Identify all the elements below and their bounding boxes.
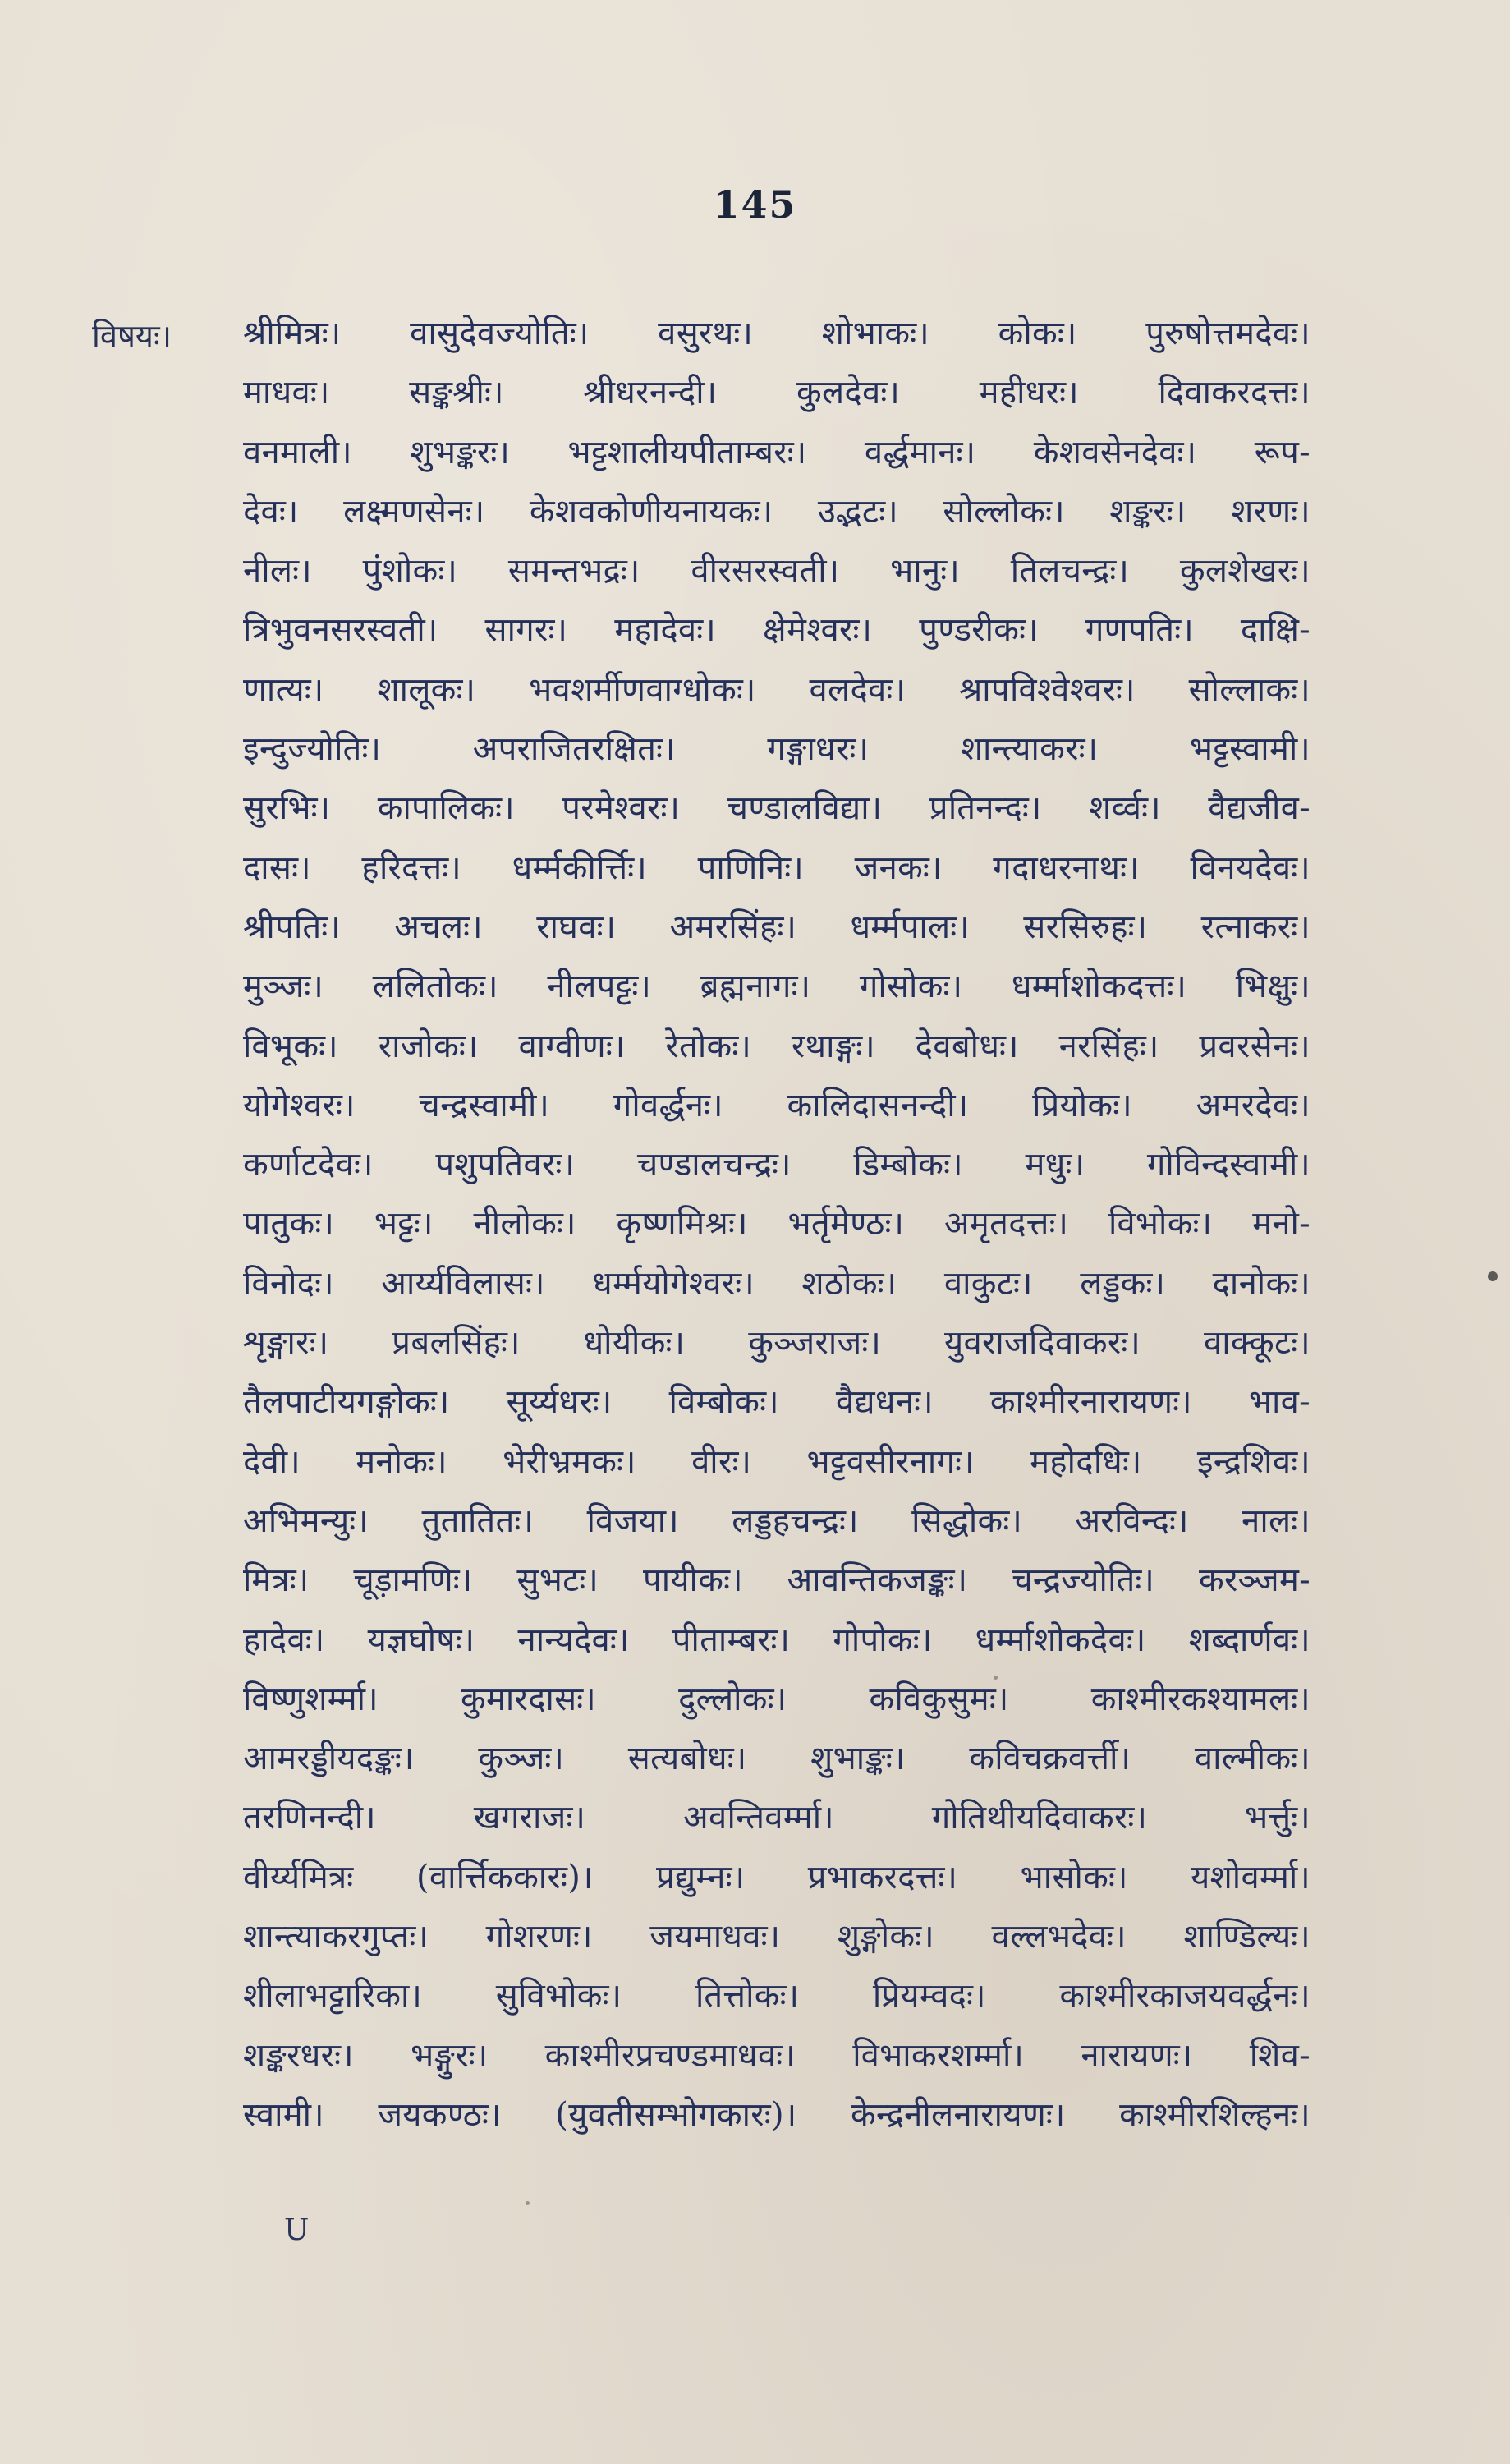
text-line: श्रीपतिः। अचलः। राघवः। अमरसिंहः। धर्म्मपालः। सरसिरुहः। रत्नाकरः। — [243, 908, 1310, 946]
text-line: शान्त्याकरगुप्तः। गोशरणः। जयमाधवः। शुङ्गोकः। वल्लभदेवः। शाण्डिल्यः। — [243, 1918, 1310, 1956]
text-line: शङ्करधरः। भङ्गुरः। काश्मीरप्रचण्डमाधवः। विभाकरशर्म्मा। नारायणः। शिव- — [243, 2036, 1310, 2075]
text-line: वीर्य्यमित्रः (वार्त्तिककारः)। प्रद्युम्नः। प्रभाकरदत्तः। भासोकः। यशोवर्म्मा। — [243, 1858, 1310, 1896]
page-number: 145 — [713, 182, 797, 227]
text-line: योगेश्वरः। चन्द्रस्वामी। गोवर्द्धनः। कालिदासनन्दी। प्रियोकः। अमरदेवः। — [243, 1086, 1310, 1124]
text-line: श्रीमित्रः। वासुदेवज्योतिः। वसुरथः। शोभाकः। कोकः। पुरुषोत्तमदेवः। — [243, 315, 1310, 352]
text-line: तैलपाटीयगङ्गोकः। सूर्य्यधरः। विम्बोकः। वैद्यधनः। काश्मीरनारायणः। भाव- — [243, 1383, 1310, 1422]
text-line: त्रिभुवनसरस्वती। सागरः। महादेवः। क्षेमेश्वरः। पुण्डरीकः। गणपतिः। दाक्षि- — [243, 611, 1310, 650]
paper-speck — [994, 1676, 998, 1680]
text-line: नीलः। पुंशोकः। समन्तभद्रः। वीरसरस्वती। भानुः। तिलचन्द्रः। कुलशेखरः। — [243, 552, 1310, 591]
text-line: इन्दुज्योतिः। अपराजितरक्षितः। गङ्गाधरः। शान्त्याकरः। भट्टस्वामी। — [243, 730, 1310, 769]
text-line: देवी। मनोकः। भेरीभ्रमकः। वीरः। भट्टवसीरनागः। महोदधिः। इन्द्रशिवः। — [243, 1442, 1310, 1481]
text-line: णात्यः। शालूकः। भवशर्मीणवाग्धोकः। वलदेवः। श्रापविश्वेश्वरः। सोल्लाकः। — [243, 670, 1310, 709]
text-line: वनमाली। शुभङ्करः। भट्टशालीयपीताम्बरः। वर्द्धमानः। केशवसेनदेवः। रूप- — [243, 433, 1310, 471]
text-line: स्वामी। जयकण्ठः। (युवतीसम्भोगकारः)। केन्द्रनीलनारायणः। काश्मीरशिल्हनः। — [243, 2095, 1310, 2134]
signature-mark: U — [284, 2213, 310, 2247]
paper-speck — [526, 2201, 530, 2205]
text-line: देवः। लक्ष्मणसेनः। केशवकोणीयनायकः। उद्भटः। सोल्लोकः। शङ्करः। शरणः। — [243, 492, 1310, 531]
text-line: अभिमन्युः। तुतातितः। विजया। लड्डहचन्द्रः। सिद्धोकः। अरविन्दः। नालः। — [243, 1501, 1310, 1540]
text-line: शृङ्गारः। प्रबलसिंहः। धोयीकः। कुञ्जराजः। युवराजदिवाकरः। वाक्कूटः। — [243, 1324, 1310, 1363]
text-line: कर्णाटदेवः। पशुपतिवरः। चण्डालचन्द्रः। डिम्बोकः। मधुः। गोविन्दस्वामी। — [243, 1146, 1310, 1184]
text-line: सुरभिः। कापालिकः। परमेश्वरः। चण्डालविद्या। प्रतिनन्दः। शर्व्वः। वैद्यजीव- — [243, 789, 1310, 828]
text-line: मित्रः। चूड़ामणिः। सुभटः। पायीकः। आवन्तिकजङ्कः। चन्द्रज्योतिः। करञ्जम- — [243, 1561, 1310, 1600]
text-line: आमरड्डीयदङ्कः। कुञ्जः। सत्यबोधः। शुभाङ्कः। कविचक्रवर्त्ती। वाल्मीकः। — [243, 1740, 1310, 1778]
text-line: दासः। हरिदत्तः। धर्म्मकीर्त्तिः। पाणिनिः। जनकः। गदाधरनाथः। विनयदेवः। — [243, 848, 1310, 887]
text-line: विभूकः। राजोकः। वाग्वीणः। रेतोकः। रथाङ्गः। देवबोधः। नरसिंहः। प्रवरसेनः। — [243, 1027, 1310, 1065]
text-line: विनोदः। आर्य्यविलासः। धर्म्मयोगेश्वरः। शठोकः। वाकुटः। लड्डकः। दानोकः। — [243, 1264, 1310, 1303]
text-line: पातुकः। भट्टः। नीलोकः। कृष्णमिश्रः। भर्तृमेण्ठः। अमृतदत्तः। विभोकः। मनो- — [243, 1205, 1310, 1243]
text-line: शीलाभट्टारिका। सुविभोकः। तित्तोकः। प्रियम्वदः। काश्मीरकाजयवर्द्धनः। — [243, 1977, 1310, 2016]
ink-spot — [1488, 1271, 1498, 1281]
text-block — [243, 304, 1310, 2145]
text-line: मुञ्जः। ललितोकः। नीलपट्टः। ब्रह्मनागः। गोसोकः। धर्म्माशोकदत्तः। भिक्षुः। — [243, 968, 1310, 1006]
text-line: विष्णुशर्म्मा। कुमारदासः। दुल्लोकः। कविकुसुमः। काश्मीरकश्यामलः। — [243, 1680, 1310, 1718]
text-line: माधवः। सङ्कश्रीः। श्रीधरनन्दी। कुलदेवः। महीधरः। दिवाकरदत्तः। — [243, 374, 1310, 412]
text-line: हादेवः। यज्ञघोषः। नान्यदेवः। पीताम्बरः। गोपोकः। धर्म्माशोकदेवः। शब्दार्णवः। — [243, 1620, 1310, 1659]
side-label: विषयः। — [92, 318, 172, 354]
text-line: तरणिनन्दी। खगराजः। अवन्तिवर्म्मा। गोतिथीयदिवाकरः। भर्त्तुः। — [243, 1799, 1310, 1837]
